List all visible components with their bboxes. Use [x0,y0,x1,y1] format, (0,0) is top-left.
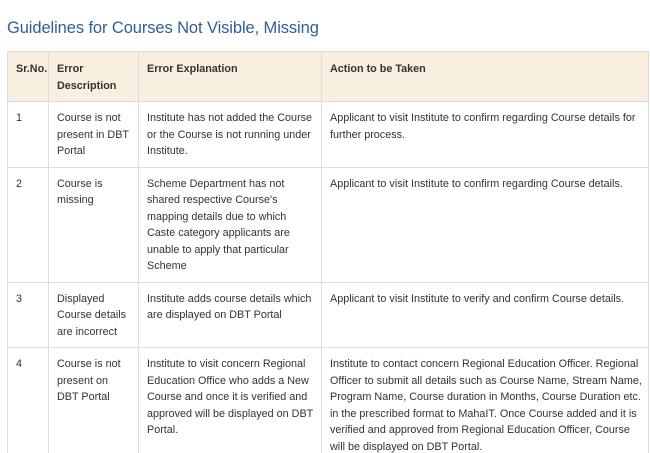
cell-error-explanation: Institute adds course details which are displayed on DBT Portal [139,282,322,348]
table-row [8,102,649,168]
table-row [8,348,649,453]
header-sr-no: Sr.No. [8,52,49,102]
table-row [8,167,649,282]
header-row [8,52,649,102]
cell-error-description: Displayed Course details are incorrect [49,282,139,348]
cell-error-explanation: Institute has not added the Course or the Course is not running under Institute. [139,102,322,168]
cell-sr-no: 2 [8,167,49,282]
table-header [8,52,649,102]
cell-error-explanation: Institute to visit concern Regional Education Office who adds a New Course and once it is verified and approved will be displayed on DBT Portal. [139,348,322,453]
header-error-description: Error Description [49,52,139,102]
cell-sr-no: 1 [8,102,49,168]
cell-error-explanation: Scheme Department has not shared respective Course's mapping details due to which Caste category applicants are unable to apply that particular Scheme [139,167,322,282]
cell-sr-no: 4 [8,348,49,453]
cell-error-description: Course is not present on DBT Portal [49,348,139,453]
cell-error-description: Course is missing [49,167,139,282]
header-error-explanation: Error Explanation [139,52,322,102]
cell-error-description: Course is not present in DBT Portal [49,102,139,168]
header-action: Action to be Taken [322,52,649,102]
guidelines-table [7,51,649,453]
cell-action: Applicant to visit Institute to verify and confirm Course details. [322,282,649,348]
table-body [8,102,649,453]
cell-action: Institute to contact concern Regional Education Officer. Regional Officer to submit all details such as Course Name, Stream Name, Program Name, Course duration in Months, Course Duration etc. in the prescribed format to MahaIT. Once Course added and it is verified and approved from Regional Education Officer, Course will be displayed on DBT Portal. [322,348,649,453]
page-title: Guidelines for Courses Not Visible, Missing [7,19,319,37]
cell-action: Applicant to visit Institute to confirm regarding Course details for further process. [322,102,649,168]
cell-sr-no: 3 [8,282,49,348]
cell-action: Applicant to visit Institute to confirm regarding Course details. [322,167,649,282]
table-row [8,282,649,348]
